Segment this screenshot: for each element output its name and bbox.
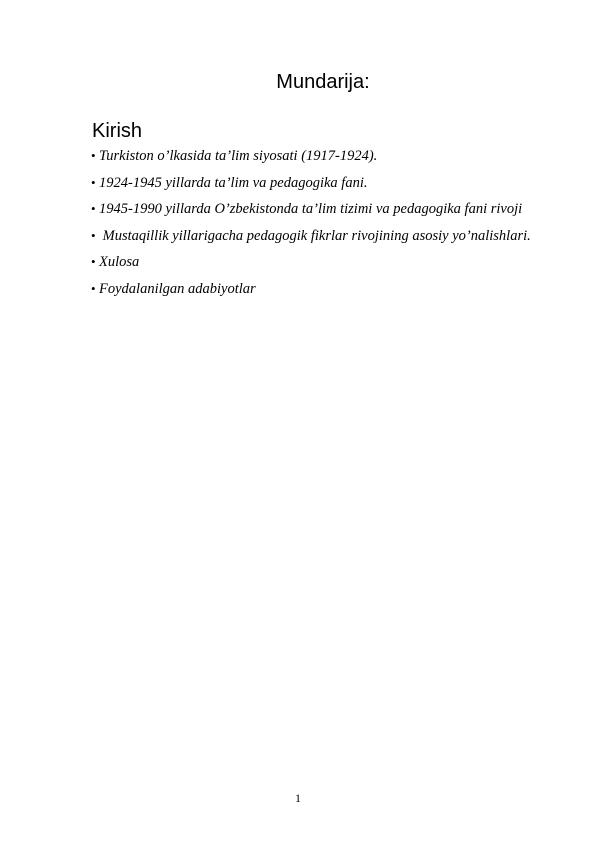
bullet-icon: • <box>91 254 96 269</box>
bullet-icon: • <box>91 227 96 243</box>
page-title: Mundarija: <box>276 71 370 93</box>
toc-item-text: Mustaqillik yillarigacha pedagogik fikrlar rivojining asosiy yo’nalishlari. <box>99 227 531 244</box>
bullet-icon: • <box>91 201 96 216</box>
toc-item-text: Xulosa <box>99 254 140 270</box>
bullet-icon: • <box>91 174 96 190</box>
bullet-icon: • <box>91 148 96 163</box>
toc-item-text: 1945-1990 yillarda O’zbekistonda ta’lim tizimi va pedagogika fani rivoji <box>99 201 523 217</box>
toc-item <box>91 170 551 197</box>
table-of-contents <box>91 143 551 302</box>
toc-item-text: Turkiston o’lkasida ta’lim siyosati (1917-1924). <box>99 148 378 164</box>
page-number: 1 <box>295 791 301 805</box>
toc-item <box>91 249 551 276</box>
bullet-icon: • <box>91 280 96 296</box>
toc-item <box>91 276 551 303</box>
toc-item-text: 1924-1945 yillarda ta’lim va pedagogika fani. <box>99 174 368 191</box>
toc-item <box>91 143 551 170</box>
intro-heading: Kirish <box>92 120 143 142</box>
toc-item-text: Foydalanilgan adabiyotlar <box>99 280 256 297</box>
toc-item <box>91 196 551 223</box>
toc-item <box>91 223 551 250</box>
